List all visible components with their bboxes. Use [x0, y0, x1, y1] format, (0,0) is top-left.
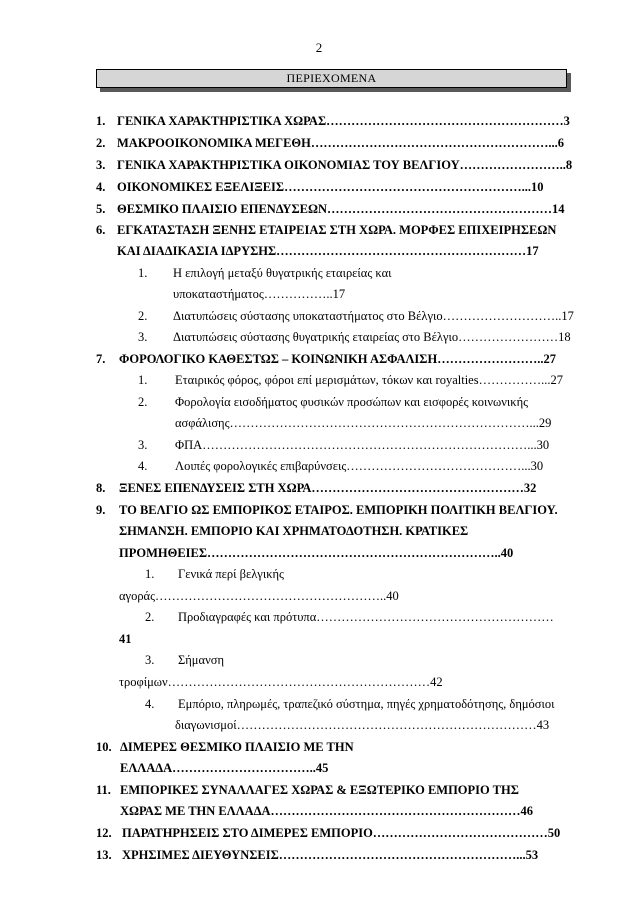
toc-entry-6[interactable]: ΕΓΚΑΤΑΣΤΑΣΗ ΞΕΝΗΣ ΕΤΑΙΡΕΙΑΣ ΣΤΗ ΧΩΡΑ. ΜΟΡΦΕΣ ΕΠΙΧΕΙΡΗΣΕΩΝ [117, 223, 557, 237]
toc-entry-number: 7. [96, 352, 106, 366]
page-number: 2 [315, 40, 323, 55]
toc-subentry-number: 3. [145, 653, 155, 667]
toc-subentry-number: 1. [145, 567, 155, 581]
toc-subentry-6-1-continued[interactable]: υποκαταστήματος……………..17 [173, 287, 346, 301]
toc-entry-10-continued[interactable]: ΕΛΛΑΔΑ……………………………..45 [120, 761, 329, 775]
toc-entry-11[interactable]: ΕΜΠΟΡΙΚΕΣ ΣΥΝΑΛΛΑΓΕΣ ΧΩΡΑΣ & ΕΞΩΤΕΡΙΚΟ ΕΜΠΟΡΙΟ ΤΗΣ [120, 783, 519, 797]
toc-subentry-9-1[interactable]: Γενικά περί βελγικής [178, 567, 284, 581]
toc-entry-9-continued[interactable]: ΣΗΜΑΝΣΗ. ΕΜΠΟΡΙΟ ΚΑΙ ΧΡΗΜΑΤΟΔΟΤΗΣΗ. ΚΡΑΤΙΚΕΣ [119, 524, 469, 538]
toc-subentry-number: 2. [145, 610, 155, 624]
toc-entry-12[interactable]: ΠΑΡΑΤΗΡΗΣΕΙΣ ΣΤΟ ΔΙΜΕΡΕΣ ΕΜΠΟΡΙΟ……………………………………50 [122, 826, 561, 840]
toc-subentry-7-2-continued[interactable]: ασφάλισης………………………………………………………………...29 [175, 416, 552, 430]
toc-subentry-9-3[interactable]: Σήμανση [178, 653, 224, 667]
toc-subentry-9-2[interactable]: Προδιαγραφές και πρότυπα………………………………………………… [178, 610, 554, 624]
toc-entry-number: 6. [96, 223, 106, 237]
toc-entry-number: 3. [96, 158, 106, 172]
toc-subentry-7-3[interactable]: ΦΠΑ……………………………………………………………………...30 [175, 438, 550, 452]
toc-subentry-6-2[interactable]: Διατυπώσεις σύστασης υποκαταστήματος στο Βέλγιο………………………..17 [173, 309, 574, 323]
toc-entry-8[interactable]: ΞΕΝΕΣ ΕΠΕΝΔΥΣΕΙΣ ΣΤΗ ΧΩΡΑ……………………………………………32 [119, 481, 537, 495]
toc-subentry-number: 2. [138, 395, 148, 409]
toc-heading-banner [96, 69, 571, 92]
toc-entry-6-continued[interactable]: ΚΑΙ ΔΙΑΔΙΚΑΣΙΑ ΙΔΡΥΣΗΣ……………………………………………………17 [117, 244, 539, 258]
toc-entry-number: 12. [96, 826, 112, 840]
toc-subentry-7-1[interactable]: Εταιρικός φόρος, φόροι επί μερισμάτων, τόκων και royalties……………...27 [175, 373, 563, 387]
toc-entry-2[interactable]: ΜΑΚΡΟΟΙΚΟΝΟΜΙΚΑ ΜΕΓΕΘΗ…………………………………………………...6 [117, 136, 564, 150]
toc-subentry-number: 1. [138, 266, 148, 280]
toc-entry-11-continued[interactable]: ΧΩΡΑΣ ΜΕ ΤΗΝ ΕΛΛΑΔΑ……………………………………………………46 [120, 804, 534, 818]
toc-entry-number: 2. [96, 136, 106, 150]
toc-entry-number: 4. [96, 180, 106, 194]
toc-subentry-9-4-continued[interactable]: διαγωνισμοί………………………………………………………………43 [175, 718, 550, 732]
toc-entry-number: 5. [96, 202, 106, 216]
toc-subentry-9-2-continued[interactable]: 41 [119, 632, 132, 646]
toc-entry-9[interactable]: ΤΟ ΒΕΛΓΙΟ ΩΣ ΕΜΠΟΡΙΚΟΣ ΕΤΑΙΡΟΣ. ΕΜΠΟΡΙΚΗ ΠΟΛΙΤΙΚΗ ΒΕΛΓΙΟΥ. [119, 503, 558, 517]
toc-subentry-6-3[interactable]: Διατυπώσεις σύστασης θυγατρικής εταιρείας στο Βέλγιο……………………18 [173, 330, 571, 344]
toc-entry-3[interactable]: ΓΕΝΙΚΑ ΧΑΡΑΚΤΗΡΙΣΤΙΚΑ ΟΙΚΟΝΟΜΙΑΣ ΤΟΥ ΒΕΛΓΙΟΥ……………………..8 [117, 158, 573, 172]
toc-entry-number: 9. [96, 503, 106, 517]
toc-entry-10[interactable]: ΔΙΜΕΡΕΣ ΘΕΣΜΙΚΟ ΠΛΑΙΣΙΟ ΜΕ ΤΗΝ [120, 740, 354, 754]
toc-entry-number: 1. [96, 114, 106, 128]
toc-heading: ΠΕΡΙΕΧΟΜΕΝΑ [96, 69, 567, 88]
toc-subentry-9-3-continued[interactable]: τροφίμων………………………………………………………42 [119, 675, 443, 689]
toc-entry-4[interactable]: ΟΙΚΟΝΟΜΙΚΕΣ ΕΞΕΛΙΞΕΙΣ…………………………………………………...10 [117, 180, 544, 194]
toc-entry-13[interactable]: ΧΡΗΣΙΜΕΣ ΔΙΕΥΘΥΝΣΕΙΣ…………………………………………………...53 [122, 848, 539, 862]
toc-entry-number: 11. [96, 783, 111, 797]
toc-subentry-number: 3. [138, 438, 148, 452]
toc-subentry-number: 3. [138, 330, 148, 344]
toc-entry-number: 13. [96, 848, 112, 862]
toc-subentry-9-4[interactable]: Εμπόριο, πληρωμές, τραπεζικό σύστημα, πηγές χρηματοδότησης, δημόσιοι [178, 697, 555, 711]
toc-subentry-9-1-continued[interactable]: αγοράς………………………………………………..40 [119, 589, 399, 603]
toc-entry-7[interactable]: ΦΟΡΟΛΟΓΙΚΟ ΚΑΘΕΣΤΩΣ – ΚΟΙΝΩΝΙΚΗ ΑΣΦΑΛΙΣΗ……………………..27 [119, 352, 556, 366]
toc-subentry-number: 1. [138, 373, 148, 387]
toc-subentry-6-1[interactable]: Η επιλογή μεταξύ θυγατρικής εταιρείας και [173, 266, 392, 280]
toc-entry-number: 10. [96, 740, 112, 754]
toc-subentry-number: 2. [138, 309, 148, 323]
toc-entry-1[interactable]: ΓΕΝΙΚΑ ΧΑΡΑΚΤΗΡΙΣΤΙΚΑ ΧΩΡΑΣ…………………………………………………3 [117, 114, 570, 128]
toc-entry-9-continued-2[interactable]: ΠΡΟΜΗΘΕΙΕΣ……………………………………………………………..40 [119, 546, 514, 560]
toc-entry-5[interactable]: ΘΕΣΜΙΚΟ ΠΛΑΙΣΙΟ ΕΠΕΝΔΥΣΕΩΝ………………………………………………14 [117, 202, 565, 216]
toc-entry-number: 8. [96, 481, 106, 495]
toc-subentry-number: 4. [145, 697, 155, 711]
toc-subentry-7-4[interactable]: Λοιπές φορολογικές επιβαρύνσεις……………………………………...30 [175, 459, 544, 473]
toc-subentry-7-2[interactable]: Φορολογία εισοδήματος φυσικών προσώπων και εισφορές κοινωνικής [175, 395, 529, 409]
toc-subentry-number: 4. [138, 459, 148, 473]
